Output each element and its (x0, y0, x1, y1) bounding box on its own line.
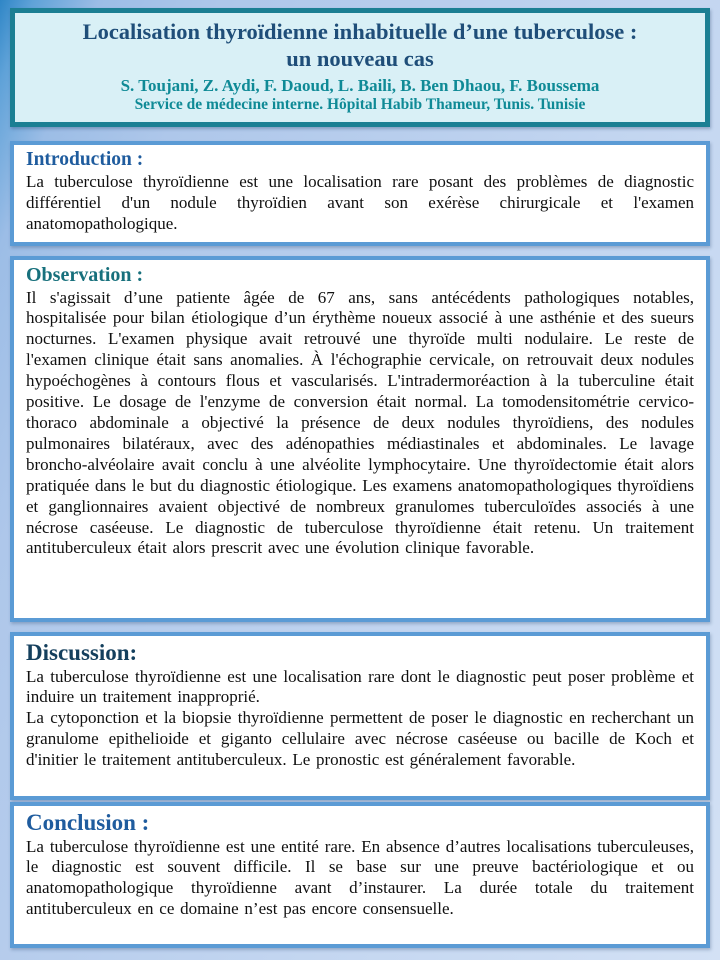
header-box (10, 8, 710, 127)
section-discussion (10, 632, 710, 800)
section-introduction (10, 141, 710, 246)
conclusion-heading: Conclusion : (26, 809, 150, 835)
observation-paragraph: Il s'agissait d’une patiente âgée de 67 ans, sans antécédents pathologiques notables, hospitalisée pour bilan étiologique d’un érythème noueux associé à une asthénie et des sueurs nocturnes. L'examen physique avait retrouvé une thyroïde multi nodulaire. Le reste de l'examen clinique était sans anomalies. À l'échographie cervicale, on retrouvait deux nodules hypoéchogènes à contours flous et vascularisés. L'intradermoréaction à la tuberculine était positive. Le dosage de l'enzyme de conversion était normal. La tomodensitométrie cervico-thoraco abdominale a objectivé la présence de deux nodules thyroïdiens, des nodules pulmonaires bilatéraux, avec des adénopathies médiastinales et abdominales. Le lavage broncho-alvéolaire avait conclu à une alvéolite lymphocytaire. Une thyroïdectomie était alors pratiquée dans le but du diagnostic étiologique. Les examens anatomopathologiques thyroïdiens et ganglionnaires avaient objectivé de nombreux granulomes tuberculoïdes associés à une nécrose caséeuse. Le diagnostic de tuberculose thyroïdienne était retenu. Un traitement antituberculeux était alors prescrit avec une évolution clinique favorable. (26, 287, 694, 558)
poster-title-line2: un nouveau cas (286, 46, 434, 72)
introduction-heading: Introduction : (26, 148, 144, 170)
authors-line: S. Toujani, Z. Aydi, F. Daoud, L. Baili, B. Ben Dhaou, F. Boussema (120, 75, 600, 95)
poster-title-line1: Localisation thyroïdienne inhabituelle d’une tuberculose : (82, 19, 638, 44)
affiliation-line: Service de médecine interne. Hôpital Habib Thameur, Tunis. Tunisie (134, 96, 586, 114)
conclusion-paragraph: La tuberculose thyroïdienne est une entité rare. En absence d’autres localisations tuberculeuses, le diagnostic est souvent difficile. Il se base sur une preuve bactériologique et ou anatomopathologique thyroïdienne avant d’instaurer. La durée totale du traitement antituberculeux en ce domaine n’est pas encore consensuelle. (26, 836, 694, 919)
section-observation (10, 256, 710, 622)
introduction-paragraph: La tuberculose thyroïdienne est une localisation rare posant des problèmes de diagnostic différentiel d'un nodule thyroïdien avant son exérèse chirurgicale et l'examen anatomopathologique. (26, 171, 694, 233)
discussion-paragraph-2: La cytoponction et la biopsie thyroïdienne permettent de poser le diagnostic en recherchant un granulome epithelioide et giganto cellulaire avec nécrose caséeuse ou bacille de Koch et d'initier le traitement antituberculeux. Le pronostic est généralement favorable. (26, 708, 694, 770)
discussion-paragraph-1: La tuberculose thyroïdienne est une localisation rare dont le diagnostic peut poser problème et induire un traitement inapproprié. (26, 666, 694, 707)
observation-heading: Observation : (26, 263, 144, 286)
section-conclusion (10, 802, 710, 948)
discussion-heading: Discussion: (26, 639, 138, 665)
